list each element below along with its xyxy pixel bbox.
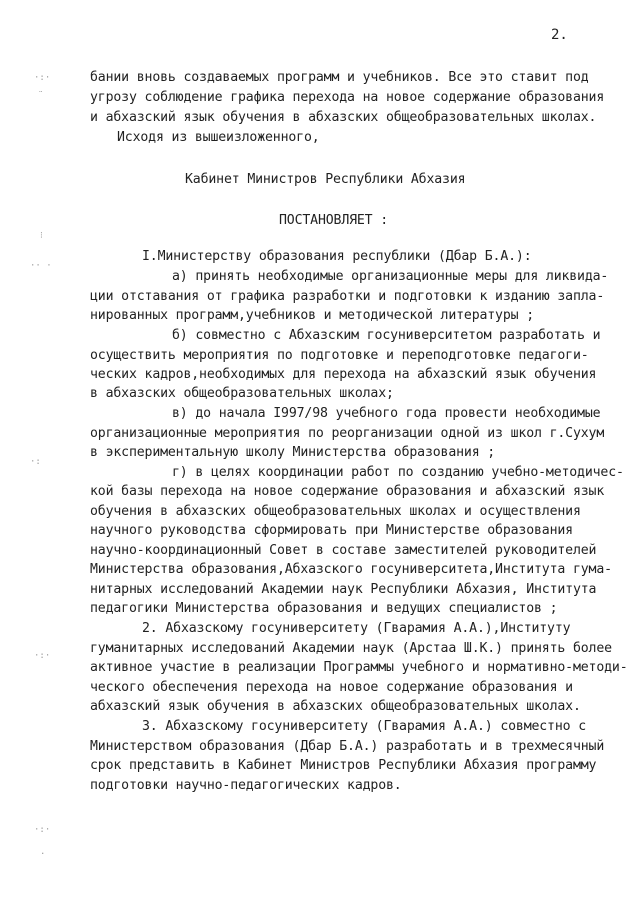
text-line: активное участие в реализации Программы учебного и нормативно-методи- [90,660,628,675]
text-line: ческих кадров,необходимых для перехода на абхазский язык обучения [90,367,597,382]
text-line: Министерством образования (Дбар Б.А.) разработать и в трехмесячный [90,739,605,754]
text-line: Исходя из вышеизложенного, [117,130,320,145]
text-line: кой базы перехода на новое содержание образования и абхазский язык [90,484,605,499]
text-line: бании вновь создаваемых программ и учебников. Все это ставит под [90,70,589,85]
scan-mark: . [40,847,46,857]
text-line: научно-координационный Совет в составе заместителей руководителей [90,543,597,558]
text-line: срок представить в Кабинет Министров Республики Абхазия программу [90,758,597,773]
text-line: в экспериментальную школу Министерства образования ; [90,445,496,460]
text-line: гуманитарных исследований Академии наук (Арстаа Ш.К.) принять более [90,641,612,656]
text-line: г) в целях координации работ по созданию учебно-методичес- [172,465,624,480]
text-line: нитарных исследований Академии наук Республики Абхазия, Института [90,582,597,597]
text-line: педагогики Министерства образования и ведущих специалистов ; [90,601,558,616]
scan-mark: ¨ [38,91,44,101]
scan-mark: ·: [30,457,41,467]
text-line: угрозу соблюдение графика перехода на новое содержание образования [90,90,605,105]
scan-mark: ·:· [34,73,51,83]
resolution-heading: ПОСТАНОВЛЯЕТ : [279,213,389,228]
text-line: Министерства образования,Абхазского госуниверситета,Института гума- [90,562,612,577]
text-line: осуществить мероприятия по подготовке и переподготовке педагоги- [90,348,589,363]
text-line: и абхазский язык обучения в абхазских общеобразовательных школах. [90,110,597,125]
text-line: а) принять необходимые организационные меры для ликвида- [172,269,609,284]
text-line: обучения в абхазских общеобразовательных школах и осуществления [90,504,581,519]
scan-mark: ·· · [30,261,52,271]
text-line: научного руководства сформировать при Министерстве образования [90,523,573,538]
cabinet-heading: Кабинет Министров Республики Абхазия [185,172,466,187]
text-line: 3. Абхазскому госуниверситету (Гварамия А.А.) совместно с [142,719,587,734]
text-line: 2. Абхазскому госуниверситету (Гварамия А.А.),Институту [142,621,571,636]
scan-mark: ·:· [34,825,51,835]
text-line: в абхазских общеобразовательных школах; [90,386,394,401]
text-line: ции отставания от графика разработки и подготовки к изданию запла- [90,289,605,304]
scan-mark: ⁝ [40,231,43,241]
text-line: нированных программ,учебников и методической литературы ; [90,308,535,323]
text-line: ческого обеспечения перехода на новое содержание образования и [90,680,573,695]
text-line: организационные мероприятия по реорганизации одной из школ г.Сухум [90,426,605,441]
text-line: в) до начала I997/98 учебного года провести необходимые [172,406,601,421]
item-1-heading: I.Министерству образования республики (Дбар Б.А.): [142,249,532,264]
text-line: б) совместно с Абхазским госуниверситетом разработать и [172,328,601,343]
text-line: подготовки научно-педагогических кадров. [90,778,402,793]
text-line: абхазский язык обучения в абхазских общеобразовательных школах. [90,699,581,714]
scan-mark: ·:· [34,651,51,661]
page-number: 2. [551,27,568,43]
